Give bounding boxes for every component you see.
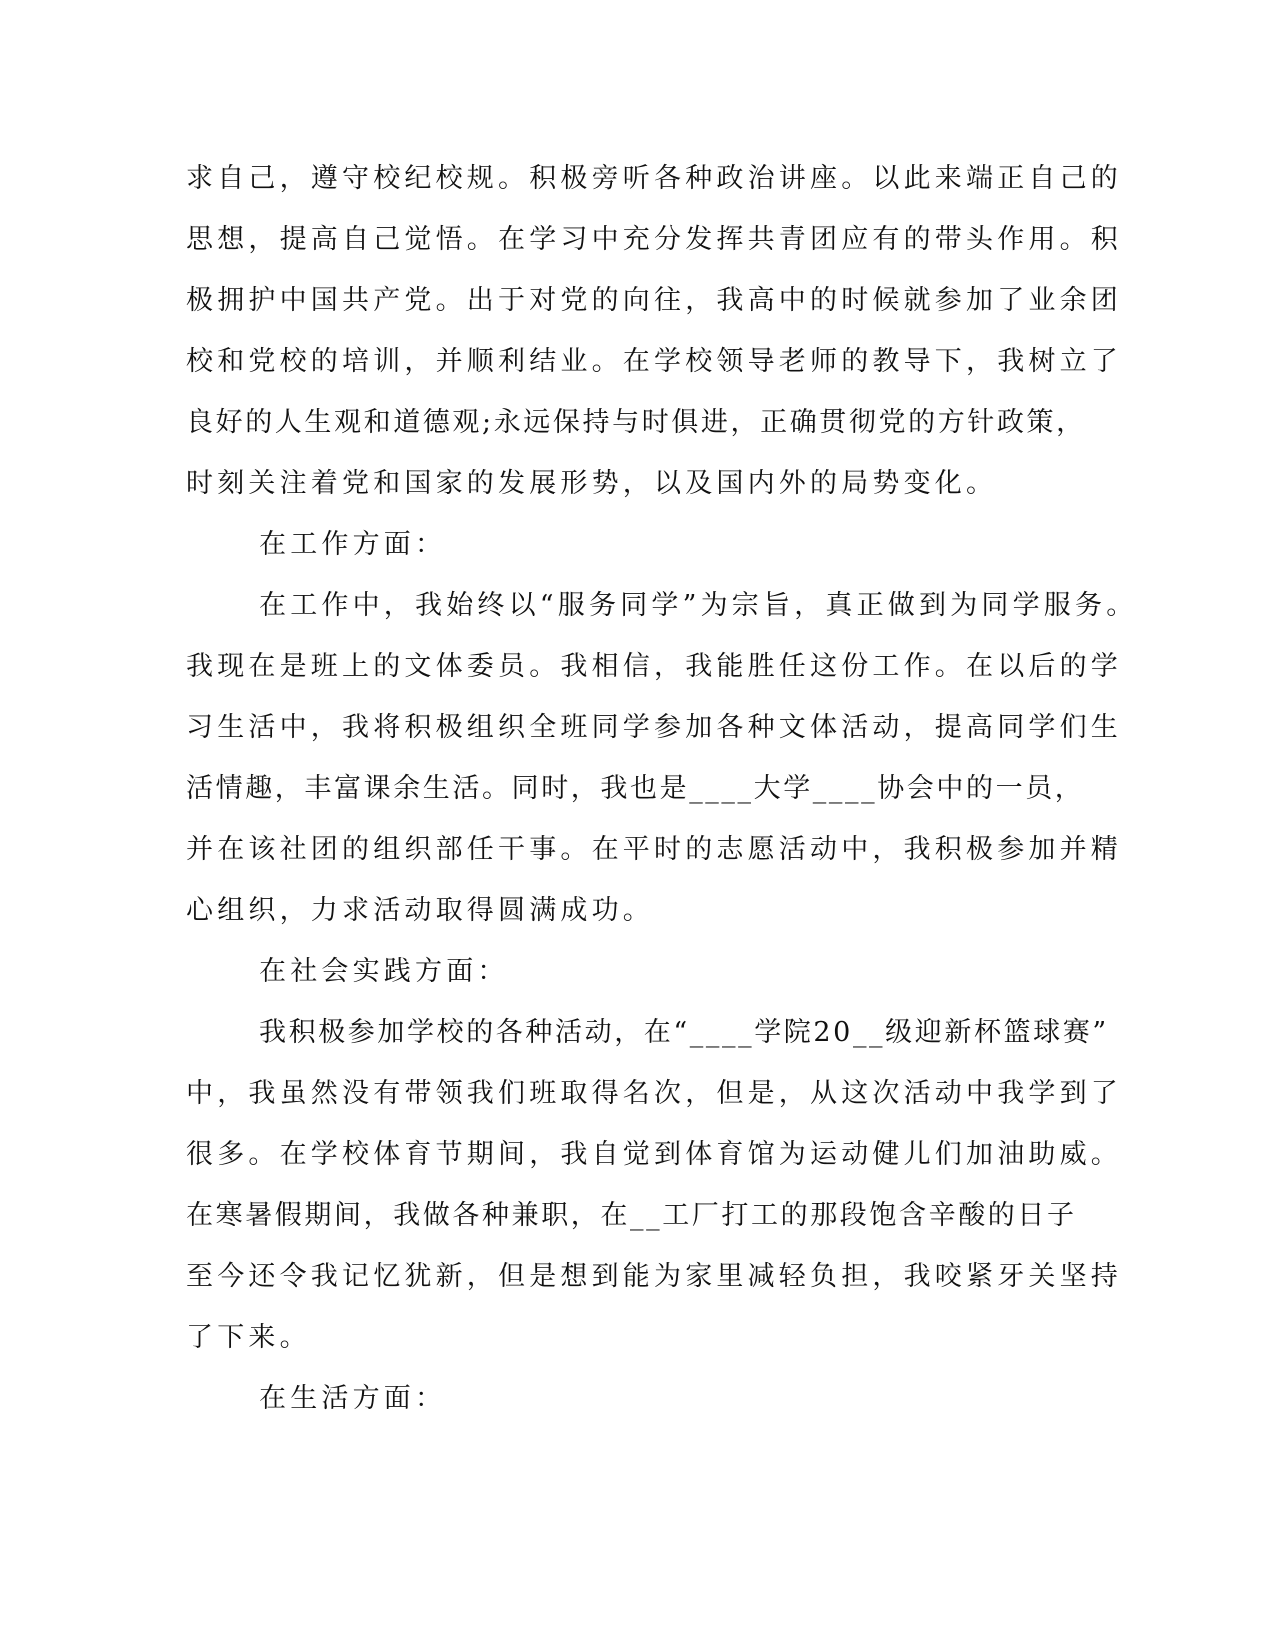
text-line-19: 至今还令我记忆犹新，但是想到能为家里减轻负担，我咬紧牙关坚持 xyxy=(186,1261,1122,1292)
text-line-16: 中，我虽然没有带领我们班取得名次，但是，从这次活动中我学到了 xyxy=(186,1078,1122,1109)
text-line-18: 在寒暑假期间，我做各种兼职，在__工厂打工的那段饱含辛酸的日子 xyxy=(186,1200,1077,1231)
text-line-9: 我现在是班上的文体委员。我相信，我能胜任这份工作。在以后的学 xyxy=(186,651,1122,682)
document-page xyxy=(186,148,1138,1429)
text-line-8: 在工作中，我始终以“服务同学”为宗旨，真正做到为同学服务。 xyxy=(259,590,1138,621)
text-line-4: 校和党校的培训，并顺利结业。在学校领导老师的教导下，我树立了 xyxy=(186,346,1122,377)
text-line-6: 时刻关注着党和国家的发展形势，以及国内外的局势变化。 xyxy=(186,468,998,499)
text-line-20: 了下来。 xyxy=(186,1322,311,1353)
text-line-1: 求自己，遵守校纪校规。积极旁听各种政治讲座。以此来端正自己的 xyxy=(186,163,1122,194)
text-line-15: 我积极参加学校的各种活动，在“____学院20__级迎新杯篮球赛” xyxy=(259,1017,1109,1048)
text-line-3: 极拥护中国共产党。出于对党的向往，我高中的时候就参加了业余团 xyxy=(186,285,1122,316)
section-heading-life: 在生活方面： xyxy=(259,1383,447,1414)
text-line-13: 心组织，力求活动取得圆满成功。 xyxy=(186,895,654,926)
text-line-2: 思想，提高自己觉悟。在学习中充分发挥共青团应有的带头作用。积 xyxy=(186,224,1122,255)
text-line-11: 活情趣，丰富课余生活。同时，我也是____大学____协会中的一员， xyxy=(186,773,1085,804)
section-heading-work: 在工作方面： xyxy=(259,529,447,560)
section-heading-social-practice: 在社会实践方面： xyxy=(259,956,509,987)
text-line-12: 并在该社团的组织部任干事。在平时的志愿活动中，我积极参加并精 xyxy=(186,834,1122,865)
text-line-5: 良好的人生观和道德观;永远保持与时俱进，正确贯彻党的方针政策， xyxy=(186,407,1086,438)
text-line-10: 习生活中，我将积极组织全班同学参加各种文体活动，提高同学们生 xyxy=(186,712,1122,743)
text-line-17: 很多。在学校体育节期间，我自觉到体育馆为运动健儿们加油助威。 xyxy=(186,1139,1122,1170)
